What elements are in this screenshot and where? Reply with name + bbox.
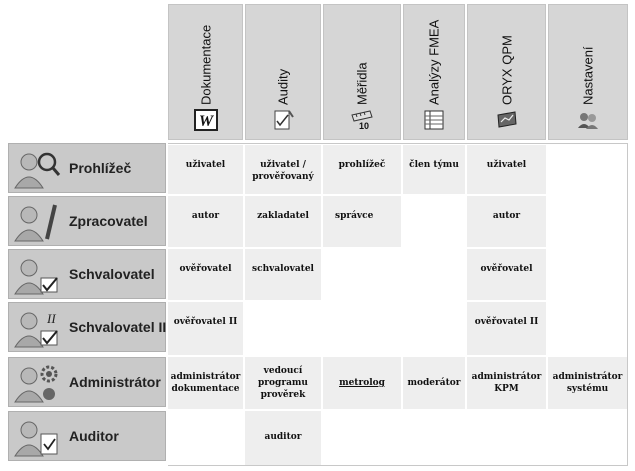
matrix-cell: vedoucí programu prověrek <box>245 357 321 409</box>
matrix-cell-empty <box>245 302 321 355</box>
matrix-cell: zakladatel <box>245 196 321 247</box>
matrix-cell-empty <box>548 302 627 355</box>
role-header-zpracovatel[interactable] <box>8 196 166 246</box>
column-header-analyzy-fmea[interactable] <box>403 4 465 140</box>
matrix-cell: autor <box>467 196 546 247</box>
role-label: Schvalovatel II <box>69 319 167 335</box>
column-label: Měřidla <box>354 62 370 105</box>
matrix-cell: schvalovatel <box>245 249 321 300</box>
column-header-dokumentace[interactable] <box>168 4 243 140</box>
column-header-oryx-qpm[interactable] <box>467 4 546 140</box>
column-header-meridla[interactable] <box>323 4 401 140</box>
matrix-cell-empty <box>548 249 627 300</box>
analysis-table-icon <box>422 109 446 131</box>
role-header-administrator[interactable] <box>8 357 166 407</box>
matrix-cell: administrátor dokumentace <box>168 357 243 409</box>
matrix-cell-empty <box>403 249 465 300</box>
role-header-prohlizec[interactable] <box>8 143 166 193</box>
column-label: Audity <box>275 68 291 105</box>
matrix-cell-empty <box>323 302 401 355</box>
user-magnifier-icon <box>13 148 61 190</box>
matrix-cell-empty <box>403 411 465 465</box>
matrix-cell-empty <box>168 411 243 465</box>
matrix-cell-empty <box>548 145 627 194</box>
user-check-icon <box>13 254 61 296</box>
matrix-cell-empty <box>403 196 465 247</box>
matrix-cell: uživatel <box>467 145 546 194</box>
matrix-cell: člen týmu <box>403 145 465 194</box>
matrix-cell: metrolog <box>323 357 401 409</box>
role-header-schvalovatel-ii[interactable] <box>8 302 166 352</box>
matrix-cell: uživatel <box>168 145 243 194</box>
matrix-cell-empty <box>403 302 465 355</box>
matrix-cell-empty <box>548 196 627 247</box>
oryx-monitor-icon <box>495 109 519 131</box>
role-header-auditor[interactable] <box>8 411 166 461</box>
matrix-cell: ověřovatel <box>168 249 243 300</box>
grid-line <box>168 143 628 144</box>
role-label: Administrátor <box>69 374 161 390</box>
user-check-ii-icon <box>13 307 61 349</box>
role-label: Schvalovatel <box>69 266 155 282</box>
grid-line <box>168 465 628 466</box>
user-clipboard-icon <box>13 416 61 458</box>
column-label: Dokumentace <box>198 24 213 105</box>
svg-text:10: 10 <box>358 121 370 131</box>
role-label: Auditor <box>69 428 119 444</box>
role-header-schvalovatel[interactable] <box>8 249 166 299</box>
column-header-nastaveni[interactable] <box>548 4 628 140</box>
checklist-pen-icon <box>271 109 295 131</box>
column-label: ORYX QPM <box>499 35 514 105</box>
matrix-cell: uživatel / prověřovaný <box>245 145 321 194</box>
matrix-cell-empty <box>323 249 401 300</box>
matrix-cell: ověřovatel II <box>168 302 243 355</box>
users-settings-icon <box>576 109 600 131</box>
role-label: Zpracovatel <box>69 213 148 229</box>
user-pen-icon <box>13 201 61 243</box>
matrix-cell: auditor <box>245 411 321 465</box>
column-header-audity[interactable] <box>245 4 321 140</box>
matrix-cell: autor <box>168 196 243 247</box>
word-document-icon <box>194 109 218 131</box>
user-gear-icon <box>13 362 61 404</box>
matrix-cell: administrátor systému <box>548 357 627 409</box>
matrix-cell-empty <box>548 411 627 465</box>
matrix-cell: administrátor KPM <box>467 357 546 409</box>
matrix-cell: moderátor <box>403 357 465 409</box>
caliper-ruler-icon <box>350 109 374 131</box>
column-label: Nastavení <box>580 46 596 105</box>
svg-text:W: W <box>198 113 213 130</box>
matrix-cell: prohlížeč <box>323 145 401 194</box>
svg-text:II: II <box>47 311 56 326</box>
grid-line <box>627 143 628 466</box>
matrix-cell: správce <box>323 196 401 247</box>
column-label: Analýzy FMEA <box>426 19 442 105</box>
matrix-cell: ověřovatel <box>467 249 546 300</box>
matrix-cell-empty <box>467 411 546 465</box>
role-label: Prohlížeč <box>69 160 132 176</box>
matrix-cell: ověřovatel II <box>467 302 546 355</box>
matrix-cell-empty <box>323 411 401 465</box>
